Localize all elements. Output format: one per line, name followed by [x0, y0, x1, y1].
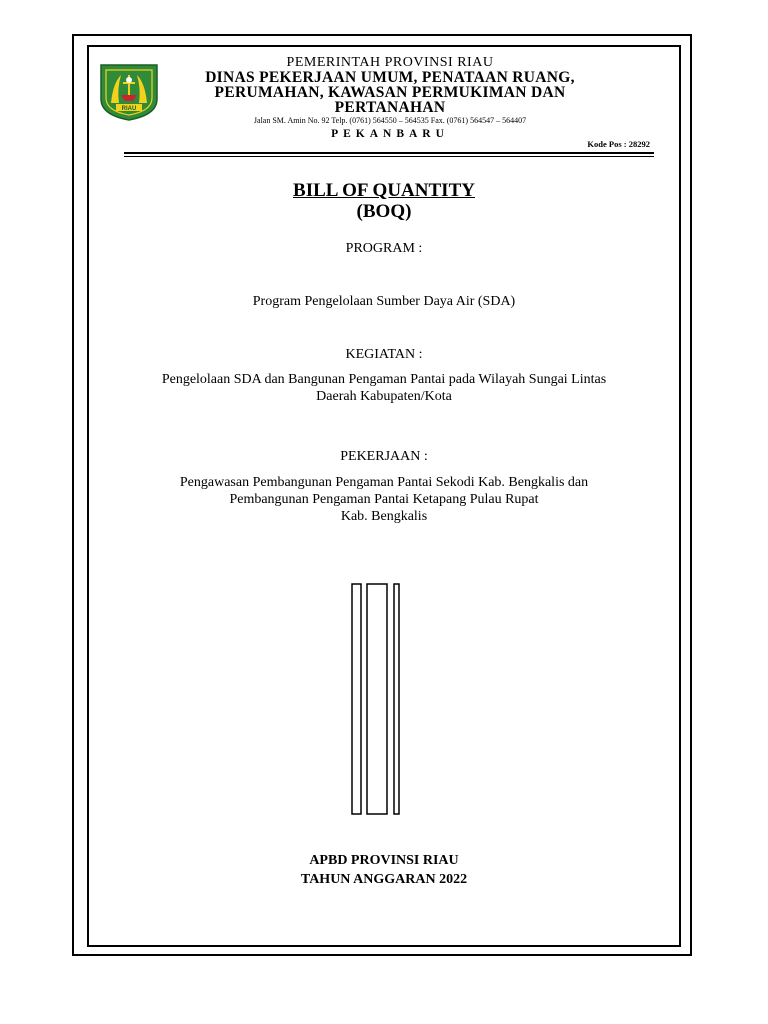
pekerjaan-line-2: Pembangunan Pengaman Pantai Ketapang Pulau Rupat	[229, 492, 539, 507]
letterhead-rule-thick	[124, 152, 654, 154]
kegiatan-line-1: Pengelolaan SDA dan Bangunan Pengaman Pantai pada Wilayah Sungai Lintas	[161, 372, 607, 387]
budget-source: APBD PROVINSI RIAU	[309, 853, 459, 868]
government-name: PEMERINTAH PROVINSI RIAU	[286, 55, 494, 70]
logo-text: RIAU	[121, 106, 137, 112]
pekerjaan-line-3: Kab. Bengkalis	[340, 509, 428, 524]
document-title	[92, 180, 676, 222]
kegiatan-label: KEGIATAN :	[345, 347, 423, 362]
document-title-line-2: (BOQ)	[356, 201, 412, 222]
document-title-line-1: BILL OF QUANTITY	[293, 180, 475, 201]
fiscal-year: TAHUN ANGGARAN 2022	[300, 872, 468, 887]
department-name-line-3: PERTANAHAN	[334, 99, 446, 116]
letterhead-rule-thin	[124, 156, 654, 157]
pekerjaan-line-1: Pengawasan Pembangunan Pengaman Pantai Sekodi Kab. Bengkalis dan	[179, 475, 589, 490]
program-label: PROGRAM :	[345, 241, 423, 256]
pekerjaan-value	[92, 474, 676, 525]
program-value: Program Pengelolaan Sumber Daya Air (SDA)	[252, 294, 516, 309]
decorative-vertical-bars	[351, 583, 403, 815]
pekerjaan-label: PEKERJAAN :	[340, 449, 428, 464]
department-name-line-2: PERUMAHAN, KAWASAN PERMUKIMAN DAN	[214, 84, 566, 101]
riau-emblem-logo	[99, 63, 159, 121]
postcode: Kode Pos : 28292	[587, 139, 650, 149]
office-address: Jalan SM. Amin No. 92 Telp. (0761) 564550 – 564535 Fax. (0761) 564547 – 564407	[253, 116, 527, 125]
kegiatan-value	[92, 371, 676, 405]
letterhead	[160, 55, 620, 141]
department-name-line-1: DINAS PEKERJAAN UMUM, PENATAAN RUANG,	[205, 69, 575, 86]
office-city: PEKANBARU	[331, 128, 449, 140]
budget-footer	[92, 851, 676, 889]
kegiatan-line-2: Daerah Kabupaten/Kota	[316, 389, 452, 404]
